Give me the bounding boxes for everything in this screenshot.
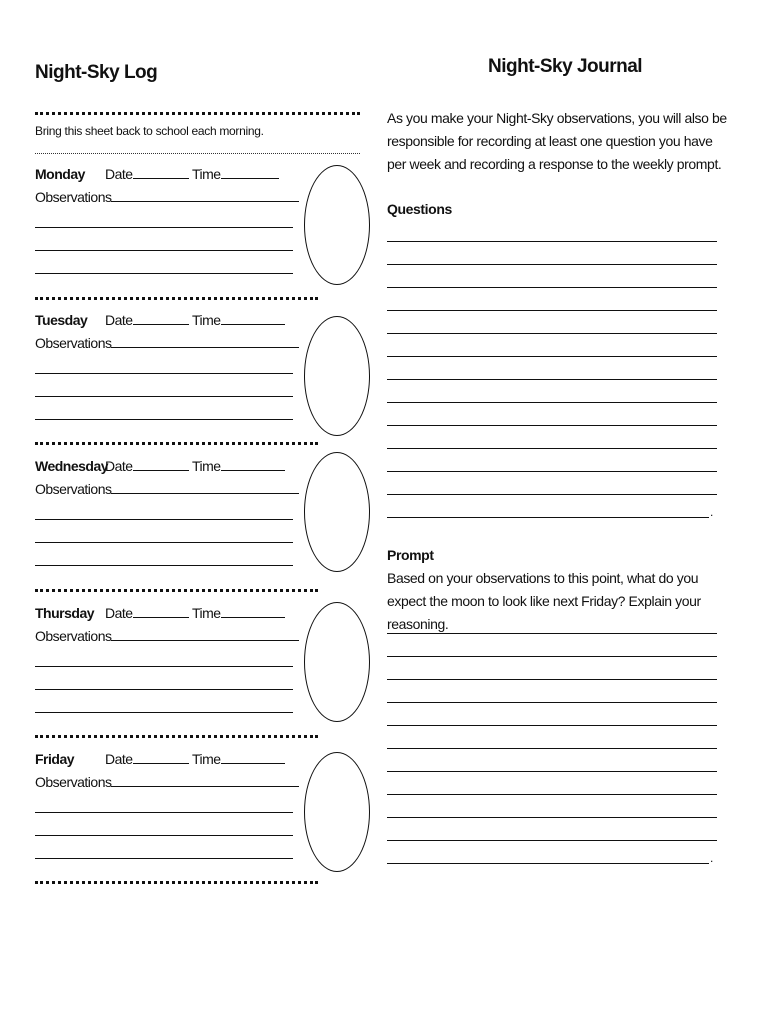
log-note: Bring this sheet back to school each morning. xyxy=(35,124,264,138)
response-line[interactable] xyxy=(387,840,717,841)
observations-row xyxy=(35,772,299,790)
time-field[interactable] xyxy=(221,749,285,764)
observations-field[interactable] xyxy=(111,772,299,787)
date-field[interactable] xyxy=(133,310,189,325)
divider xyxy=(35,735,318,738)
time-field[interactable] xyxy=(221,456,285,471)
time-label: Time xyxy=(191,751,221,767)
writing-line[interactable] xyxy=(35,565,293,566)
day-header-monday xyxy=(35,164,279,182)
writing-line[interactable] xyxy=(35,666,293,667)
writing-line[interactable] xyxy=(35,835,293,836)
question-line[interactable] xyxy=(387,517,709,518)
journal-title: Night-Sky Journal xyxy=(488,56,643,77)
response-line[interactable] xyxy=(387,702,717,703)
divider xyxy=(35,442,318,445)
writing-line[interactable] xyxy=(35,712,293,713)
response-line[interactable] xyxy=(387,771,717,772)
day-header-tuesday xyxy=(35,310,285,328)
observations-label: Observations xyxy=(35,335,112,351)
date-label: Date xyxy=(105,605,133,621)
observations-row xyxy=(35,626,299,644)
time-label: Time xyxy=(191,312,221,328)
divider xyxy=(35,297,318,300)
observations-row xyxy=(35,333,299,351)
question-line[interactable] xyxy=(387,494,717,495)
day-name: Thursday xyxy=(35,605,95,621)
writing-line[interactable] xyxy=(35,689,293,690)
day-name: Friday xyxy=(35,751,75,767)
moon-sketch-circle[interactable] xyxy=(304,752,370,872)
time-field[interactable] xyxy=(221,164,279,179)
day-name: Monday xyxy=(35,166,85,182)
response-line[interactable] xyxy=(387,817,717,818)
question-line[interactable] xyxy=(387,379,717,380)
day-header-friday xyxy=(35,749,285,767)
journal-intro: As you make your Night-Sky observations, you will also be responsible for recording at least one question you have per week and recording a response to the weekly prompt. xyxy=(387,110,727,172)
writing-line[interactable] xyxy=(35,227,293,228)
observations-label: Observations xyxy=(35,628,112,644)
response-line[interactable] xyxy=(387,679,717,680)
prompt-text: Based on your observations to this point, what do you expect the moon to look like next Friday? Explain your reasoning. xyxy=(387,570,701,632)
date-label: Date xyxy=(105,166,133,182)
day-header-thursday xyxy=(35,603,285,621)
observations-label: Observations xyxy=(35,481,112,497)
date-field[interactable] xyxy=(133,164,189,179)
prompt-heading: Prompt xyxy=(387,547,434,563)
time-field[interactable] xyxy=(221,310,285,325)
question-line[interactable] xyxy=(387,264,717,265)
observations-label: Observations xyxy=(35,189,112,205)
divider xyxy=(35,881,318,884)
question-line[interactable] xyxy=(387,448,717,449)
writing-line[interactable] xyxy=(35,373,293,374)
date-field[interactable] xyxy=(133,456,189,471)
observations-field[interactable] xyxy=(111,187,299,202)
questions-heading: Questions xyxy=(387,201,452,217)
observations-field[interactable] xyxy=(111,479,299,494)
writing-line[interactable] xyxy=(35,250,293,251)
divider xyxy=(35,112,360,115)
moon-sketch-circle[interactable] xyxy=(304,316,370,436)
moon-sketch-circle[interactable] xyxy=(304,602,370,722)
time-field[interactable] xyxy=(221,603,285,618)
day-header-wednesday xyxy=(35,456,285,474)
response-line[interactable] xyxy=(387,633,717,634)
question-line[interactable] xyxy=(387,241,717,242)
day-name: Wednesday xyxy=(35,458,109,474)
question-line[interactable] xyxy=(387,425,717,426)
date-label: Date xyxy=(105,458,133,474)
writing-line[interactable] xyxy=(35,396,293,397)
writing-line[interactable] xyxy=(35,542,293,543)
time-label: Time xyxy=(191,458,221,474)
response-line[interactable] xyxy=(387,863,709,864)
question-line[interactable] xyxy=(387,287,717,288)
question-line[interactable] xyxy=(387,333,717,334)
log-title: Night-Sky Log xyxy=(35,62,158,83)
question-line[interactable] xyxy=(387,471,717,472)
writing-line[interactable] xyxy=(35,858,293,859)
writing-line[interactable] xyxy=(35,273,293,274)
observations-row xyxy=(35,479,299,497)
moon-sketch-circle[interactable] xyxy=(304,165,370,285)
divider xyxy=(35,153,360,154)
response-line[interactable] xyxy=(387,748,717,749)
question-line[interactable] xyxy=(387,356,717,357)
writing-line[interactable] xyxy=(35,519,293,520)
date-label: Date xyxy=(105,312,133,328)
line-end-period: . xyxy=(710,851,714,865)
moon-sketch-circle[interactable] xyxy=(304,452,370,572)
response-line[interactable] xyxy=(387,725,717,726)
time-label: Time xyxy=(191,605,221,621)
line-end-period: . xyxy=(710,505,714,519)
day-name: Tuesday xyxy=(35,312,88,328)
question-line[interactable] xyxy=(387,310,717,311)
divider xyxy=(35,589,318,592)
response-line[interactable] xyxy=(387,656,717,657)
date-label: Date xyxy=(105,751,133,767)
writing-line[interactable] xyxy=(35,812,293,813)
response-line[interactable] xyxy=(387,794,717,795)
observations-label: Observations xyxy=(35,774,112,790)
writing-line[interactable] xyxy=(35,419,293,420)
observations-field[interactable] xyxy=(111,333,299,348)
question-line[interactable] xyxy=(387,402,717,403)
date-field[interactable] xyxy=(133,749,189,764)
date-field[interactable] xyxy=(133,603,189,618)
observations-row xyxy=(35,187,299,205)
time-label: Time xyxy=(191,166,221,182)
observations-field[interactable] xyxy=(111,626,299,641)
